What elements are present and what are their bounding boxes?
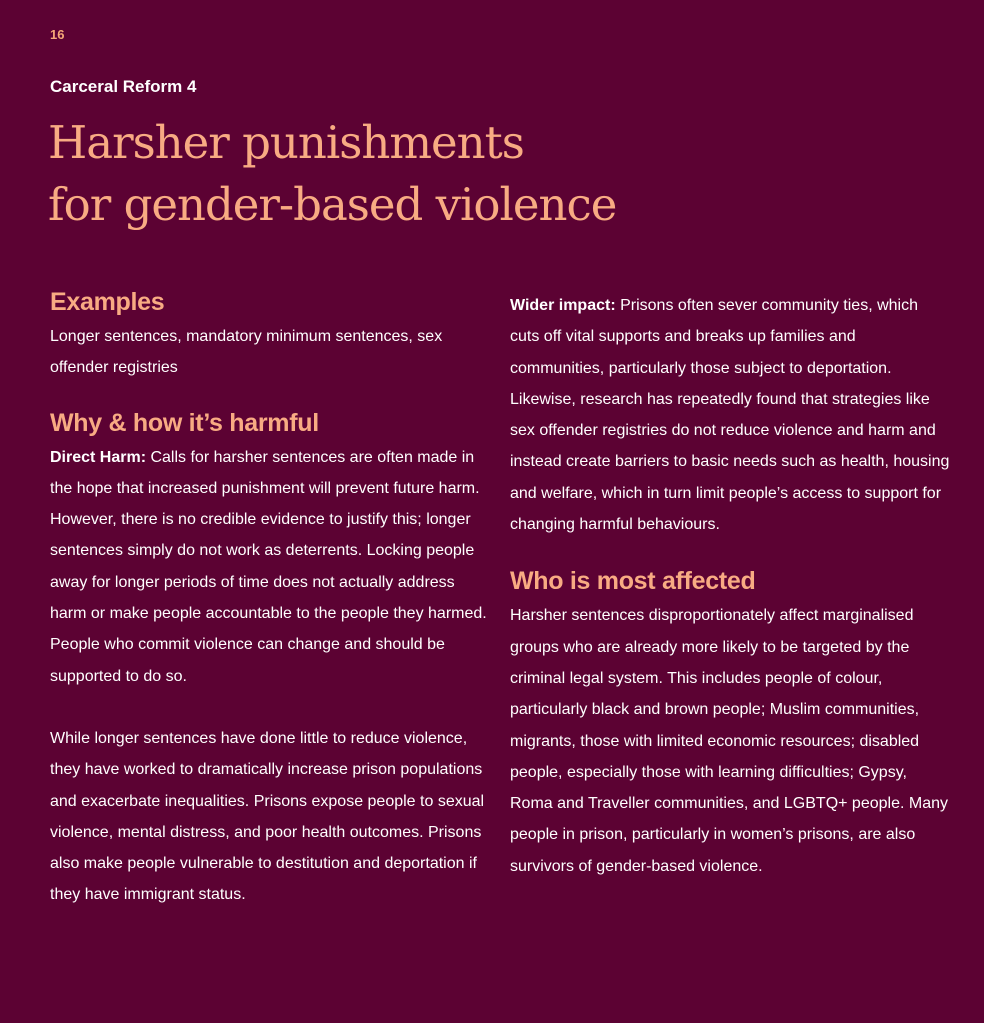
wider-impact-text: Prisons often sever community ties, which cuts off vital supports and breaks up families and communities, particularly those subject to deportation. Likewise, research has repeatedly found that strategies like sex offender registries do not reduce violence and harm and instead create barriers to basic needs such as health, housing and welfare, which in turn limit people’s access to support for changing harmful behaviours. — [510, 297, 950, 534]
why-harmful-heading: Why & how it’s harmful — [50, 408, 319, 437]
spacer — [50, 692, 490, 723]
most-affected-text: Harsher sentences disproportionately affect marginalised groups who are already more likely to be targeted by the criminal legal system. This includes people of colour, particularly black and brown people; Muslim communities, migrants, those with limited economic resources; disabled people, especially those with learning difficulties; Gypsy, Roma and Traveller communities, and LGBTQ+ people. Many people in prison, particularly in women’s prisons, are also survivors of gender-based violence. — [510, 607, 948, 875]
direct-harm-text: Calls for harsher sentences are often made in the hope that increased punishment will prevent future harm. However, there is no credible evidence to justify this; longer sentences simply do not work as deterrents. Locking people away for longer periods of time does not actually address harm or make people accountable to the people they harmed. People who commit violence can change and should be supported to do so. — [50, 448, 487, 685]
direct-harm-lead: Direct Harm: — [50, 448, 147, 466]
incarceration-effects-paragraph: While longer sentences have done little to reduce violence, they have worked to dramatically increase prison populations and exacerbate inequalities. Prisons expose people to sexual violence, mental distress, and poor health outcomes. Prisons also make people vulnerable to destitution and deportation if they have immigrant status. — [50, 729, 485, 904]
most-affected-heading: Who is most affected — [510, 567, 756, 596]
left-column — [50, 285, 490, 911]
direct-harm-paragraph — [50, 442, 490, 692]
spacer — [510, 540, 950, 564]
page-title-line-1: Harsher punishments — [48, 116, 524, 169]
page-title — [48, 112, 748, 236]
wider-impact-paragraph — [510, 285, 950, 540]
section-kicker: Carceral Reform 4 — [50, 77, 197, 96]
examples-text: Longer sentences, mandatory minimum sentences, sex offender registries — [50, 328, 443, 377]
page-title-line-2: for gender-based violence — [48, 178, 617, 231]
spacer — [50, 384, 490, 406]
page-number: 16 — [50, 27, 65, 42]
wider-impact-lead: Wider impact: — [510, 297, 616, 314]
right-column — [510, 285, 950, 882]
examples-heading: Examples — [50, 288, 165, 316]
